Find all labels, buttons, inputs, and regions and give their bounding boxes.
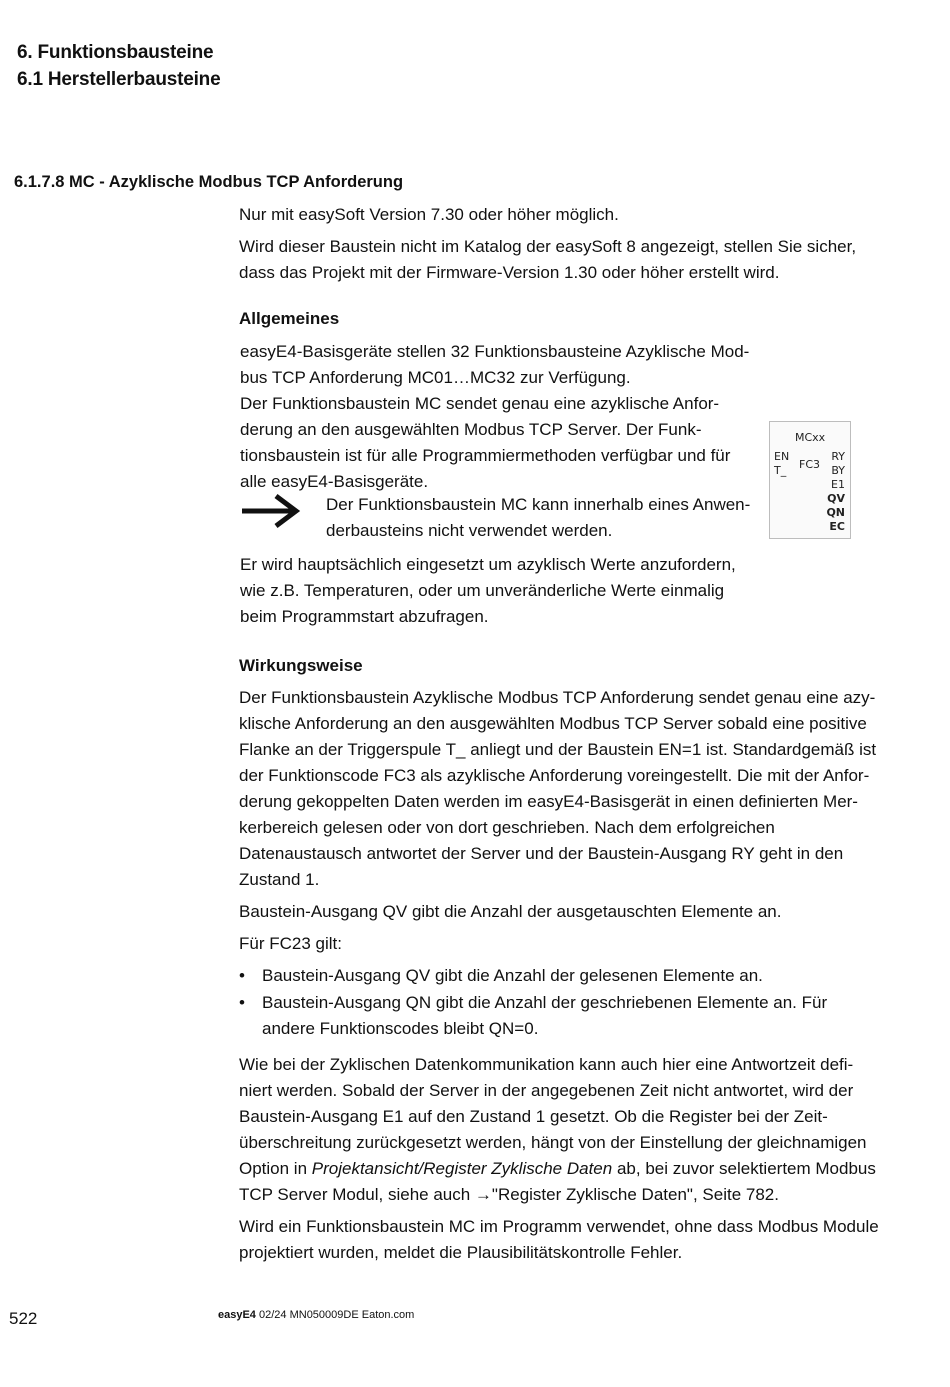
wirkung-line-option — [239, 1156, 884, 1182]
intro-paragraph-1: Nur mit easySoft Version 7.30 oder höher möglich. — [239, 205, 619, 224]
bullet-icon: • — [239, 993, 245, 1012]
bullet-text-line-2: andere Funktionscodes bleibt QN=0. — [262, 1019, 539, 1038]
wirkung-line: Wie bei der Zyklischen Datenkommunikation kann auch hier eine Antwortzeit defi- — [239, 1055, 854, 1074]
wirkungsweise-text — [239, 685, 884, 1266]
wirkung-line: überschreitung zurückgesetzt werden, hängt von der Einstellung der gleichnamigen — [239, 1133, 867, 1152]
bullet-text: Baustein-Ausgang QV gibt die Anzahl der gelesenen Elemente an. — [262, 966, 763, 985]
wirkungsweise-heading: Wirkungsweise — [239, 656, 363, 675]
section-heading: 6.1 Herstellerbausteine — [17, 69, 221, 90]
chapter-heading: 6. Funktionsbausteine — [17, 42, 214, 63]
intro — [239, 202, 884, 286]
block-input-t: T_ — [774, 464, 787, 477]
wirkung-line: Datenaustausch antwortet der Server und der Baustein-Ausgang RY geht in den — [239, 844, 844, 863]
block-output-e1: E1 — [831, 478, 845, 491]
block-title: MCxx — [795, 431, 826, 444]
block-output-ec: EC — [829, 520, 845, 533]
wirkung-line: Wird ein Funktionsbaustein MC im Programm verwendet, ohne dass Modbus Module — [239, 1217, 879, 1236]
allgemeines-line: derung an den ausgewählten Modbus TCP Server. Der Funk- — [240, 420, 702, 439]
bullet-icon: • — [239, 966, 245, 985]
note-text — [326, 492, 766, 544]
wirkung-line: Der Funktionsbaustein Azyklische Modbus TCP Anforderung sendet genau eine azy- — [239, 688, 876, 707]
footer-product: easyE4 — [218, 1309, 256, 1321]
wirkung-line: der Funktionscode FC3 als azyklische Anforderung voreingestellt. Die mit der Anfor- — [239, 766, 870, 785]
allgemeines-line: easyE4-Basisgeräte stellen 32 Funktionsbausteine Azyklische Mod- — [240, 342, 750, 361]
wirkung-line: Zustand 1. — [239, 870, 320, 889]
allgemeines-line: bus TCP Anforderung MC01…MC32 zur Verfügung. — [240, 368, 631, 387]
wirkung-line-reference — [239, 1182, 884, 1208]
wirkung-line: klische Anforderung an den ausgewählten Modbus TCP Server sobald eine positive — [239, 714, 867, 733]
option-prefix: Option in — [239, 1159, 312, 1178]
footer-info: 02/24 MN050009DE Eaton.com — [259, 1309, 415, 1321]
section-title: 6.1.7.8 MC - Azyklische Modbus TCP Anforderung — [14, 173, 404, 191]
wirkung-line: projektiert wurden, meldet die Plausibilitätskontrolle Fehler. — [239, 1243, 683, 1262]
allgemeines-line: alle easyE4-Basisgeräte. — [240, 472, 429, 491]
page-number: 522 — [9, 1309, 38, 1328]
note-line-1: Der Funktionsbaustein MC kann innerhalb eines Anwen- — [326, 495, 751, 514]
wirkung-paragraph-timeout — [239, 1052, 884, 1208]
wirkung-paragraph-qv: Baustein-Ausgang QV gibt die Anzahl der ausgetauschten Elemente an. — [239, 902, 782, 921]
wirkung-paragraph-plausibility — [239, 1214, 884, 1266]
reference-prefix: TCP Server Modul, siehe auch — [239, 1185, 471, 1204]
allgemeines-heading: Allgemeines — [239, 309, 340, 328]
wirkung-line: Flanke an der Triggerspule T_ anliegt und der Baustein EN=1 ist. Standardgemäß ist — [239, 740, 877, 759]
function-block-symbol — [769, 421, 851, 539]
block-output-by: BY — [831, 464, 845, 477]
allgemeines-line: Der Funktionsbaustein MC sendet genau eine azyklische Anfor- — [240, 394, 720, 413]
allgemeines-after — [240, 552, 760, 630]
arrow-right-icon — [240, 493, 302, 529]
block-output-qn: QN — [826, 506, 845, 519]
option-path: Projektansicht/Register Zyklische Daten — [311, 1159, 613, 1178]
reference-arrow-icon: → — [474, 1185, 492, 1204]
note-line-2: derbausteins nicht verwendet werden. — [326, 521, 613, 540]
block-function-code: FC3 — [799, 458, 821, 471]
after-line: wie z.B. Temperaturen, oder um unveränderliche Werte einmalig — [240, 581, 725, 600]
wirkung-line: kerbereich gelesen oder von dort geschrieben. Nach dem erfolgreichen — [239, 818, 775, 837]
wirkung-paragraph-fc23: Für FC23 gilt: — [239, 934, 342, 953]
list-item — [239, 990, 884, 1042]
wirkung-line: niert werden. Sobald der Server in der angegebenen Zeit nicht antwortet, wird der — [239, 1081, 854, 1100]
allgemeines-line: tionsbaustein ist für alle Programmiermethoden verfügbar und für — [240, 446, 731, 465]
allgemeines-text — [240, 339, 760, 495]
wirkung-line: Baustein-Ausgang E1 auf den Zustand 1 gesetzt. Ob die Register bei der Zeit- — [239, 1107, 828, 1126]
after-line: Er wird hauptsächlich eingesetzt um azyklisch Werte anzufordern, — [240, 555, 736, 574]
block-input-en: EN — [774, 450, 790, 463]
intro-paragraph-2-line-2: dass das Projekt mit der Firmware-Version 1.30 oder höher erstellt wird. — [239, 263, 780, 282]
bullet-text-line-1: Baustein-Ausgang QN gibt die Anzahl der geschriebenen Elemente an. Für — [262, 993, 828, 1012]
reference-link[interactable]: "Register Zyklische Daten", Seite 782. — [491, 1185, 779, 1204]
wirkung-line: derung gekoppelten Daten werden im easyE4-Basisgerät in einen definierten Mer- — [239, 792, 858, 811]
footer — [218, 1309, 414, 1321]
list-item — [239, 963, 884, 989]
block-output-qv: QV — [827, 492, 845, 505]
intro-paragraph-2-line-1: Wird dieser Baustein nicht im Katalog der easySoft 8 angezeigt, stellen Sie sicher, — [239, 237, 857, 256]
option-suffix: ab, bei zuvor selektiertem Modbus — [612, 1159, 876, 1178]
block-output-ry: RY — [831, 450, 845, 463]
after-line: beim Programmstart abzufragen. — [240, 607, 489, 626]
